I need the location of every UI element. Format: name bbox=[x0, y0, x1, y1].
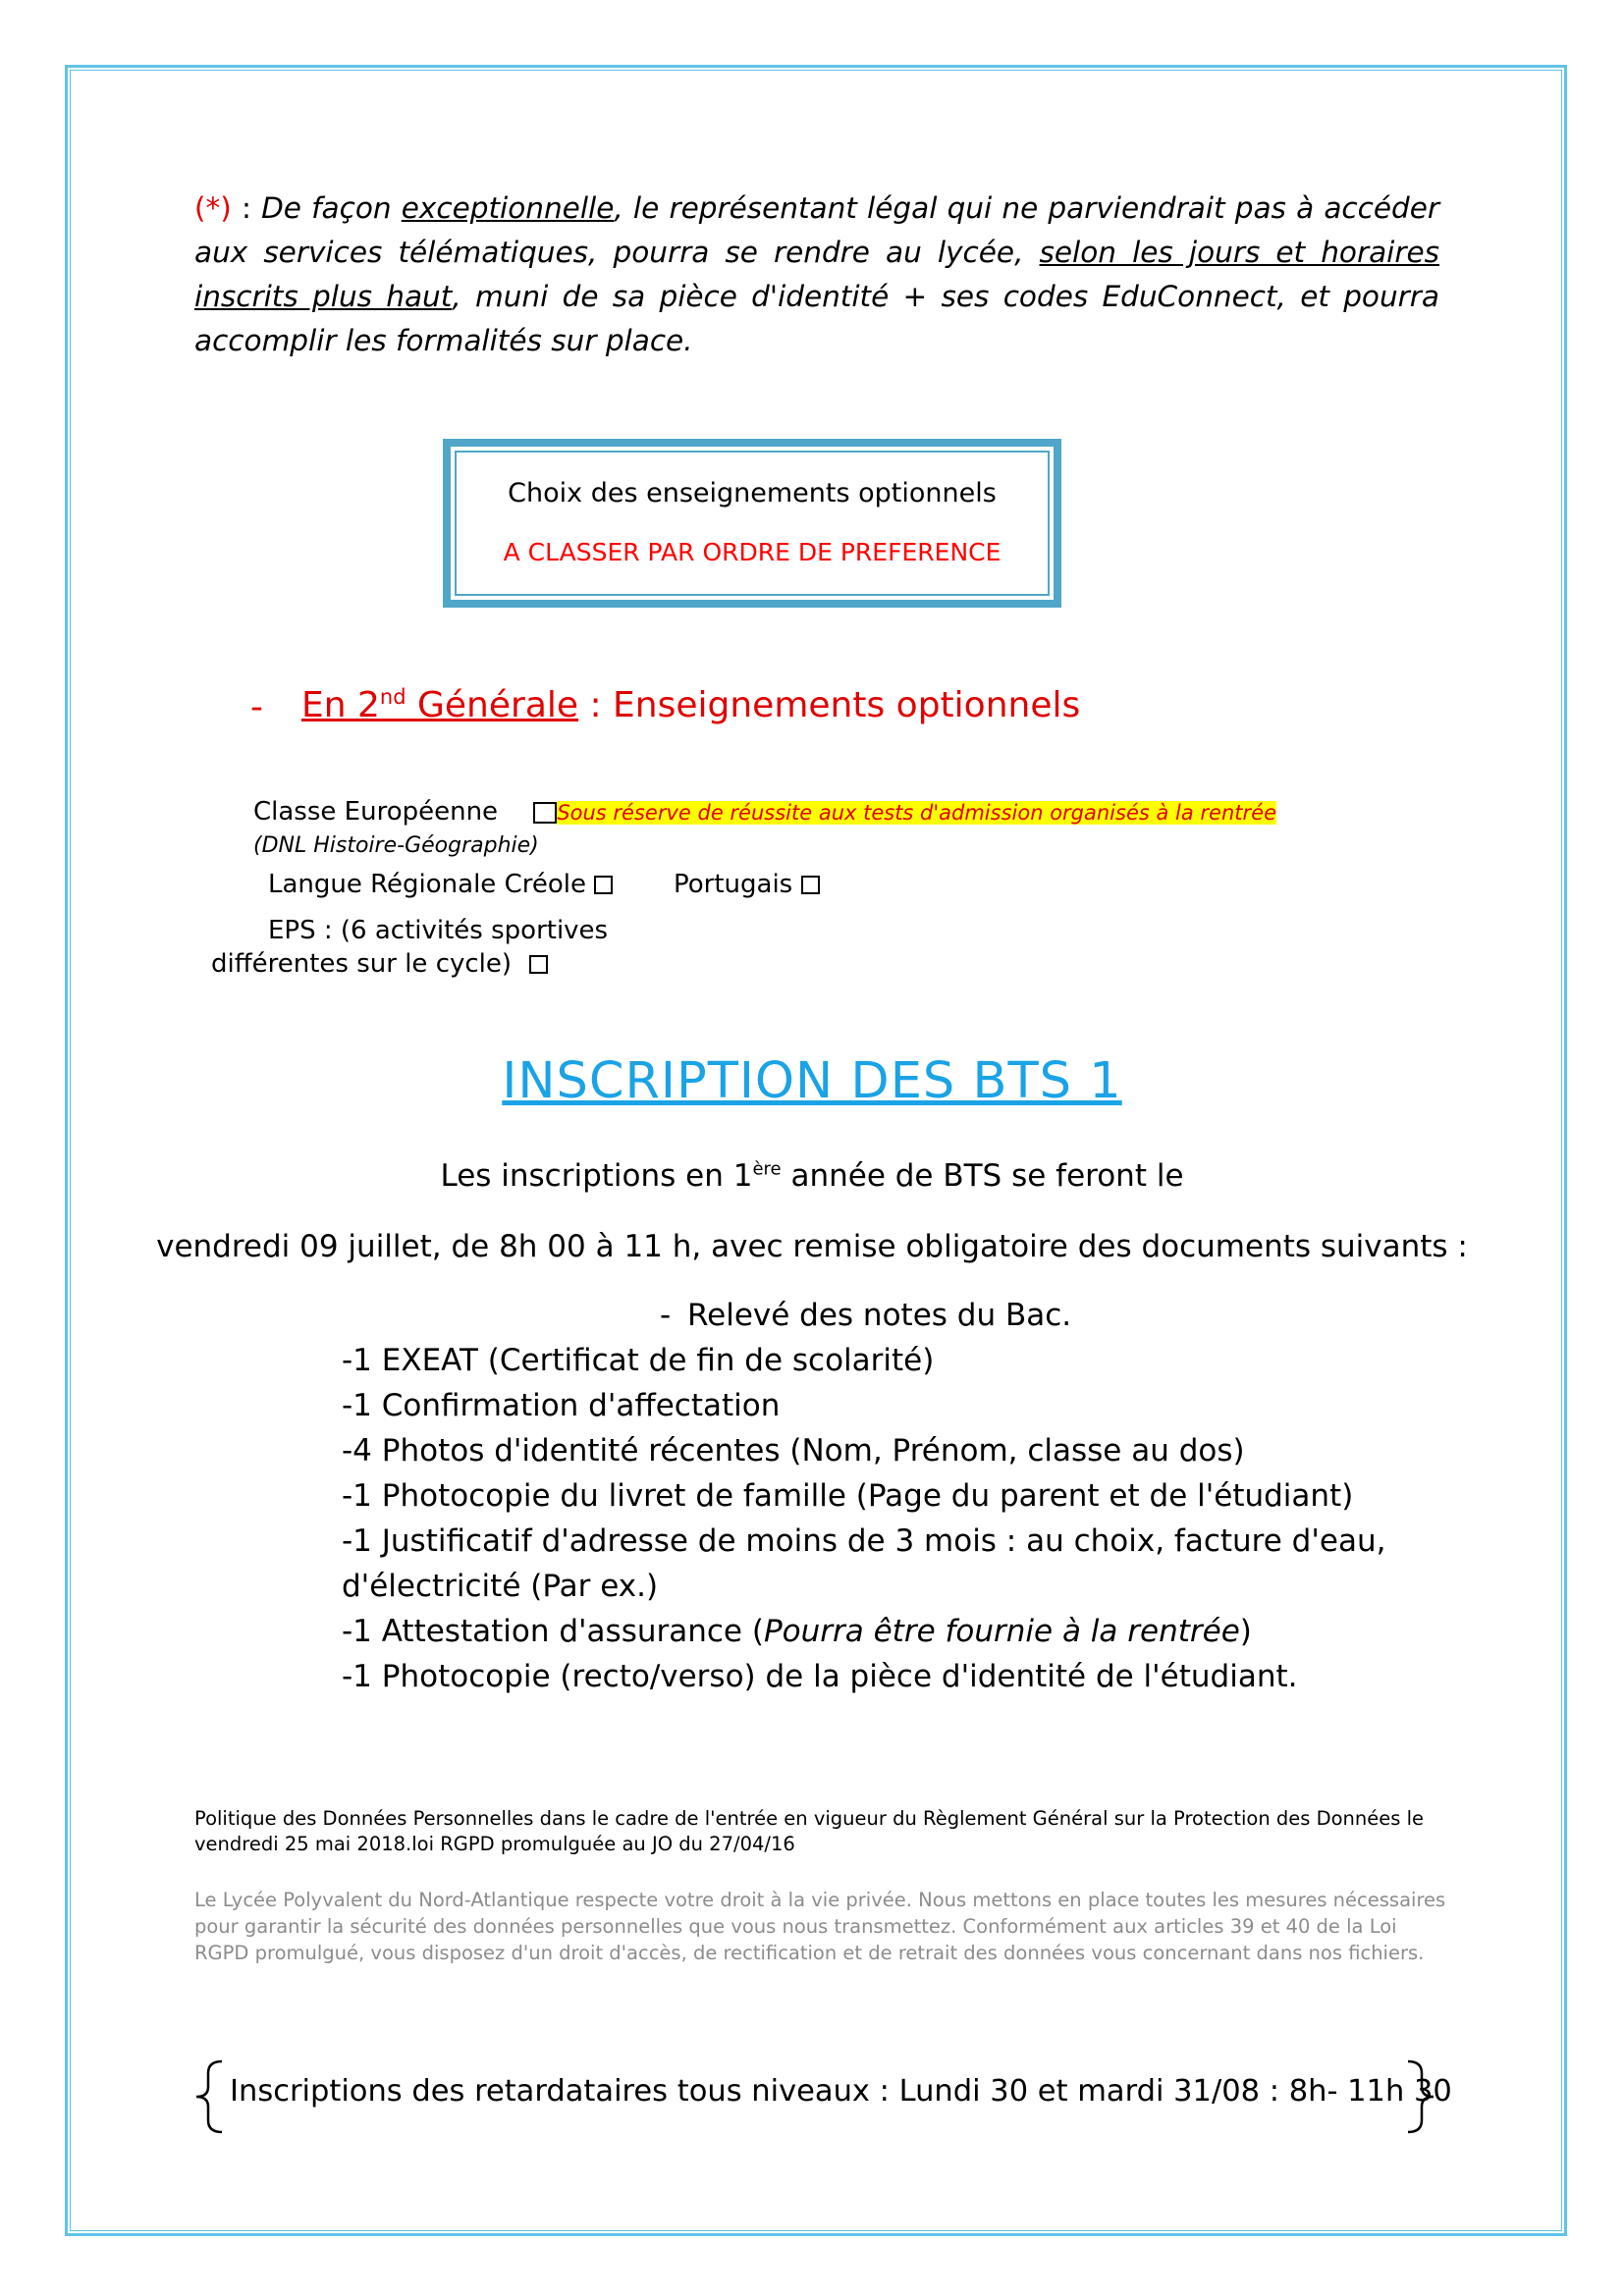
choice-box-title: Choix des enseignements optionnels bbox=[508, 478, 997, 508]
bts-title: INSCRIPTION DES BTS 1 bbox=[502, 1052, 1122, 1110]
doc-item-photos: -4 Photos d'identité récentes (Nom, Prénom, classe au dos) bbox=[342, 1433, 1245, 1468]
note-text-3: , muni de sa pièce d'identité + ses codes EduConnect, et pourra accomplir les formalités sur place. bbox=[194, 280, 1439, 357]
left-brace-icon bbox=[192, 2057, 228, 2136]
bts-line1-sup: ère bbox=[752, 1158, 782, 1180]
section-heading bbox=[301, 685, 1080, 725]
eps-line-2: différentes sur le cycle) bbox=[211, 949, 513, 979]
classe-europeenne-label: Classe Européenne bbox=[253, 797, 499, 827]
eps-checkbox[interactable] bbox=[529, 955, 548, 974]
bts-line1-a: Les inscriptions en 1 bbox=[440, 1158, 753, 1194]
section-part2: Générale bbox=[406, 685, 579, 725]
option-portugais bbox=[674, 870, 820, 899]
doc-dash: - bbox=[660, 1298, 672, 1333]
bts-intro-line bbox=[0, 1158, 1624, 1194]
doc-item-affectation: -1 Confirmation d'affectation bbox=[342, 1388, 781, 1423]
note-underline-1: exceptionnelle bbox=[401, 191, 615, 225]
section-sup: nd bbox=[379, 685, 406, 709]
option-classe-europeenne bbox=[253, 797, 1276, 827]
doc-item-livret: -1 Photocopie du livret de famille (Page du parent et de l'étudiant) bbox=[342, 1478, 1354, 1514]
section-part1: En 2 bbox=[301, 685, 380, 725]
assurance-italic: Pourra être fournie à la rentrée bbox=[763, 1614, 1240, 1649]
optional-choice-box bbox=[443, 439, 1061, 608]
portugais-checkbox[interactable] bbox=[801, 876, 820, 894]
note-sep: : bbox=[231, 191, 262, 225]
section-part3: : Enseignements optionnels bbox=[578, 685, 1081, 725]
bts-date-line: vendredi 09 juillet, de 8h 00 à 11 h, avec remise obligatoire des documents suivants : bbox=[156, 1229, 1468, 1264]
option-eps bbox=[211, 949, 548, 979]
doc-item-exeat: -1 EXEAT (Certificat de fin de scolarité) bbox=[342, 1343, 935, 1378]
option-creole bbox=[268, 870, 613, 899]
section-dash: - bbox=[250, 687, 263, 727]
doc-item-releve: Relevé des notes du Bac. bbox=[687, 1298, 1072, 1333]
doc-item-justificatif: -1 Justificatif d'adresse de moins de 3 mois : au choix, facture d'eau, bbox=[342, 1523, 1386, 1559]
assurance-a: -1 Attestation d'assurance ( bbox=[342, 1614, 764, 1649]
classe-europeenne-note: Sous réserve de réussite aux tests d'admission organisés à la rentrée bbox=[557, 801, 1276, 825]
doc-item-justificatif-cont: d'électricité (Par ex.) bbox=[342, 1569, 659, 1604]
optional-choice-inner bbox=[455, 451, 1050, 596]
late-registration: Inscriptions des retardataires tous niveaux : Lundi 30 et mardi 31/08 : 8h- 11h 30 bbox=[230, 2074, 1452, 2109]
creole-label: Langue Régionale Créole bbox=[268, 870, 586, 899]
rgpd-body: Le Lycée Polyvalent du Nord-Atlantique respecte votre droit à la vie privée. Nous mettons en place toutes les mesures nécessaires pour garantir la sécurité des données personnelles que vous nous transmettez. Conformément aux articles 39 et 40 de la Loi RGPD promulgué, vous disposez d'un droit d'accès, de rectification et de retrait des données vous concernant dans nos fichiers. bbox=[194, 1889, 1446, 1964]
note-text-1: De façon bbox=[261, 191, 402, 225]
dnl-note: (DNL Histoire-Géographie) bbox=[253, 833, 539, 858]
note-text-2: , le représentant légal qui ne parviendrait pas à accéder aux services télématiques, pourra se rendre au lycée, bbox=[194, 191, 1440, 269]
rgpd-title: Politique des Données Personnelles dans le cadre de l'entrée en vigueur du Règlement Général sur la Protection des Données le vendredi 25 mai 2018.loi RGPD promulguée au JO du 27/04/16 bbox=[194, 1807, 1425, 1855]
note-marker: (*) bbox=[194, 191, 232, 225]
doc-item-piece-identite: -1 Photocopie (recto/verso) de la pièce d'identité de l'étudiant. bbox=[342, 1659, 1298, 1694]
exceptional-note bbox=[194, 187, 1439, 363]
creole-checkbox[interactable] bbox=[594, 876, 613, 894]
portugais-label: Portugais bbox=[674, 870, 793, 899]
note-underline-2: selon les jours et horaires inscrits plus haut bbox=[194, 236, 1439, 313]
section-heading-level bbox=[301, 685, 578, 725]
choice-box-subtitle: A CLASSER PAR ORDRE DE PREFERENCE bbox=[503, 538, 1001, 566]
assurance-close: ) bbox=[1239, 1614, 1252, 1649]
classe-europeenne-checkbox[interactable] bbox=[533, 802, 557, 824]
eps-line-1: EPS : (6 activités sportives bbox=[268, 916, 609, 945]
right-brace-icon bbox=[1402, 2057, 1437, 2136]
bts-line1-b: année de BTS se feront le bbox=[781, 1158, 1184, 1194]
doc-item-assurance bbox=[342, 1614, 1252, 1649]
